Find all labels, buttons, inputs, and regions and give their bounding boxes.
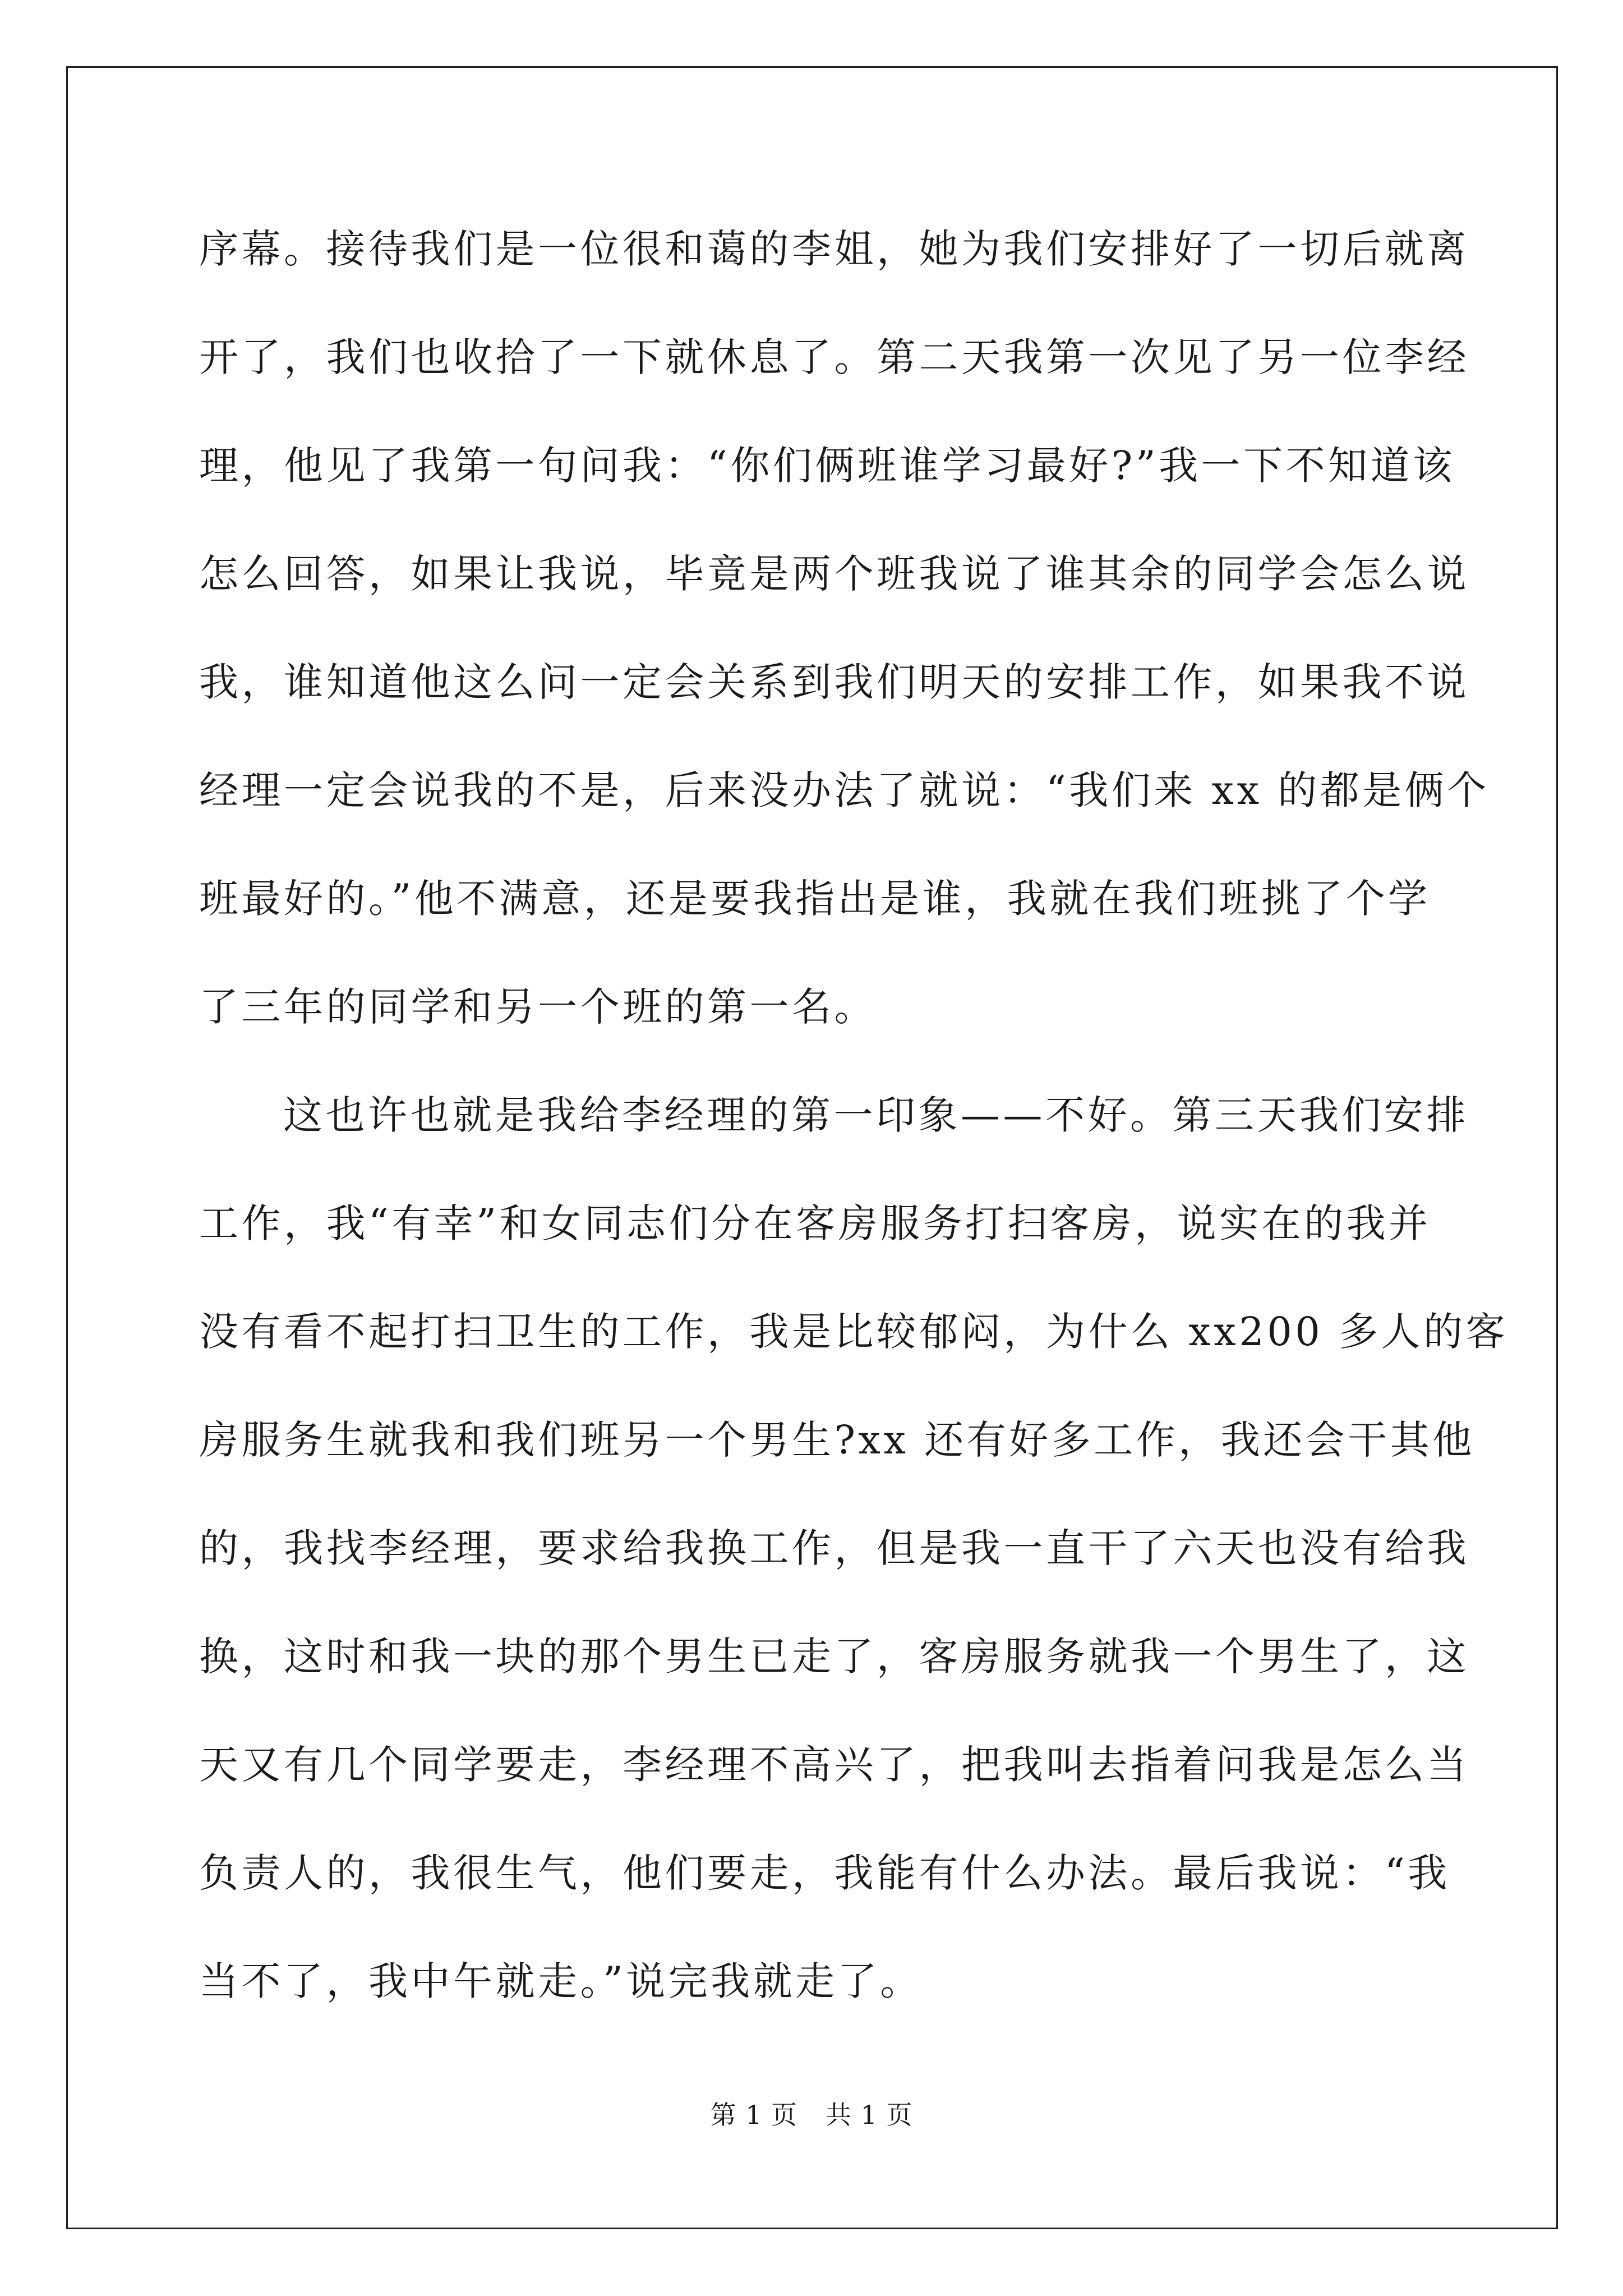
text-line: 这也许也就是我给李经理的第一印象——不好。第三天我们安排 (283, 1092, 1469, 1138)
text-line: 班最好的。”他不满意，还是要我指出是谁，我就在我们班挑了个学 (199, 876, 1431, 922)
text-line: 序幕。接待我们是一位很和蔼的李姐，她为我们安排好了一切后就离 (199, 226, 1469, 272)
page-footer (0, 2098, 1623, 2132)
text-line: 了三年的同学和另一个班的第一名。 (199, 984, 877, 1030)
text-line: 开了，我们也收拾了一下就休息了。第二天我第一次见了另一位李经 (199, 334, 1469, 380)
text-line: 怎么回答，如果让我说，毕竟是两个班我说了谁其余的同学会怎么说 (199, 551, 1469, 597)
paragraph-1 (199, 195, 1490, 1061)
text-line: 负责人的，我很生气，他们要走，我能有什么办法。最后我说：“我 (199, 1850, 1450, 1896)
text-line: 我，谁知道他这么问一定会关系到我们明天的安排工作，如果我不说 (199, 659, 1469, 705)
text-line: 房服务生就我和我们班另一个男生?xx 还有好多工作，我还会干其他 (199, 1417, 1475, 1463)
text-line: 理，他见了我第一句问我：“你们俩班谁学习最好?”我一下不知道该 (199, 443, 1455, 489)
text-line: 工作，我“有幸”和女同志们分在客房服务打扫客房，说实在的我并 (199, 1200, 1431, 1246)
page-number-total: 共 1 页 (826, 2100, 913, 2130)
text-line: 当不了，我中午就走。”说完我就走了。 (199, 1958, 923, 2004)
document-body (199, 195, 1509, 2036)
page-number-current: 第 1 页 (710, 2100, 797, 2130)
text-line: 换，这时和我一块的那个男生已走了，客房服务就我一个男生了，这 (199, 1634, 1469, 1680)
text-line: 没有看不起打扫卫生的工作，我是比较郁闷，为什么 xx200 多人的客 (199, 1309, 1509, 1355)
text-line: 的，我找李经理，要求给我换工作，但是我一直干了六天也没有给我 (199, 1525, 1469, 1571)
text-line: 经理一定会说我的不是，后来没办法了就说：“我们来 xx 的都是俩个 (199, 767, 1490, 813)
paragraph-2 (199, 1061, 1509, 2036)
text-line: 天又有几个同学要走，李经理不高兴了，把我叫去指着问我是怎么当 (199, 1742, 1469, 1788)
